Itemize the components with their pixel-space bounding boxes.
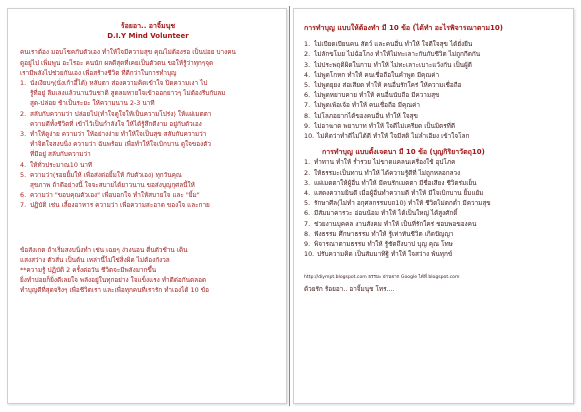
left-title: ร้อยอา.. อาจิ้มนุช [120, 22, 176, 30]
intro-line: เรามีพลังไปช่วยกันเอง เพื่อสร้างชีวิต ที่ดีกว่าในการทำบุญ [20, 68, 177, 77]
item-number: 8. [304, 111, 311, 120]
item-text: ไม่อาฆาต พยาบาท ทำให้ ใจดีไม่เครียด เป็นมิตรที่ดี [314, 121, 455, 130]
footer-link[interactable]: http://diympt.blogspot.com ธรรมะ อ่านจาก Google ได้ที่ blogspot.com [304, 275, 460, 281]
list-item [304, 198, 566, 208]
item-text: ไม่ลักขโมย ไม่ฉ้อโกง ทำให้ไม่ทะเลาะกันกับชีวิต ไม่ถูกกีดกัน [314, 50, 481, 59]
item-text: ไม่พูดเพ้อเจ้อ ทำให้ คนเชื่อถือ มีคุณค่า [314, 101, 421, 110]
list-item [304, 157, 566, 167]
item-text: ไม่ประพฤติผิดในกาม ทำให้ ไม่ทะเลาะเบาะแว้งกัน เป็นผู้ดี [314, 60, 472, 69]
item-text: ไม่คิดว่าทำดีไม่ได้ดี ทำให้ ใจมีสติ ไม่ลำเอียง เข้าใจโลก [317, 132, 470, 141]
list-item [304, 249, 566, 259]
step-item [20, 200, 276, 210]
item-text: ไม่พูดหยาบคาย ทำให้ คนอื่นนับถือ มีความสุข [314, 91, 440, 100]
list-item [304, 121, 566, 131]
page-divider [289, 6, 290, 406]
list-item [304, 219, 566, 229]
list-item [304, 229, 566, 239]
item-number: 1. [304, 40, 311, 49]
item-text: ไม่พูดยุยง ส่อเสียด ทำให้ คนอื่นรักใคร่ ให้ความเชื่อถือ [314, 81, 462, 90]
item-number: 9. [304, 121, 311, 130]
left-page-content [20, 21, 276, 296]
step-line: นั่งเงียบๆ(นั่งเก้าอี้ได้) หลับตา ส่องความคิดเข้าใจ ปิดความเงา ไป [30, 79, 208, 88]
note-line: แสงสว่าง ตัวสั่น เป็นต้น เหล่านี้ไม่ใช่สิ่งผิด ไม่ต้องกังวล [20, 255, 170, 264]
item-number: 6. [304, 209, 311, 218]
item-number: 2. [304, 50, 311, 59]
item-number: 9. [304, 240, 311, 249]
section1-list [304, 39, 566, 141]
item-text: ไม่เบียดเบียนคน สัตว์ และคนอื่น ทำให้ ใจดีใจสุข ได้ยั่งยืน [314, 40, 473, 49]
list-item [304, 131, 566, 141]
step-item [20, 190, 276, 200]
item-number: 8. [304, 229, 311, 238]
step-item [20, 160, 276, 170]
item-number: 10. [304, 132, 315, 141]
list-item [304, 49, 566, 59]
item-text: ทำทาน ทำให้ ร่ำรวย ไม่ขาดแคลนเครื่องใช้ อุปโภค [314, 158, 456, 167]
step-line: ทำให้ดูง่าย ความว่า ให้อย่างง่าย ทำให้ใจเป็นสุข สลับกับความว่า [30, 130, 207, 139]
step-line: ทำจิตใจสงบนิ่ง ความว่า ฉันพร้อม เพื่อทำให้ใจเบิกบาน ดูใจของตัว [30, 140, 211, 149]
item-text: ฟังธรรม ศึกษาธรรม ทำให้ รู้เท่าทันชีวิต เกิดปัญญา [314, 229, 454, 238]
section2-title: การทำบุญ แบบตั้งเจตนา มี 10 ข้อ (บุญกิริยาวัตถุ10) [322, 148, 485, 157]
item-number: 4. [304, 189, 311, 198]
intro-line: คนเราต้อง มอบโชคกับตัวเอง ทำให้ใจมีความสุข คุณไม่ต้องรอ เป็นบ่อย บางคน [20, 48, 236, 57]
item-number: 4. [304, 70, 311, 79]
item-number: 6. [304, 91, 311, 100]
step-line: ความดีทั้งชีวิตที่ เข้าไว้เป็นกำลังใจ ให้ได้รู้สึกดีงาม อยู่กับตัวเอง [30, 119, 202, 128]
step-number: 4. [20, 160, 27, 169]
footer-signature: ด้วยรัก ร้อยอา.. อาจิ้มนุช โทร.... [304, 284, 395, 293]
list-item [304, 90, 566, 100]
item-number: 3. [304, 60, 311, 69]
right-page [293, 8, 574, 404]
item-number: 3. [304, 178, 311, 187]
list-item [304, 168, 566, 178]
list-item [304, 239, 566, 249]
step-item [20, 129, 276, 160]
step-line: ให้ทั่วประมาณ10 นาที [30, 160, 93, 169]
step-line: รู้ที่อยู่ ลืมเลงแล้วนานวันชาติ สูดลมหายใจเข้าออกยาวๆ ไม่ต้องรีบกับลม [30, 89, 226, 98]
item-number: 7. [304, 219, 311, 228]
step-line: ความว่า "ขอบคุณตัวเอง" เพื่อบอกใจ ทำให้สบายใจ และ "ยิ้ม" [30, 191, 200, 200]
item-number: 10. [304, 250, 315, 259]
step-item [20, 109, 276, 129]
list-item [304, 100, 566, 110]
item-text: ช่วยงานบุคคล งานสังคม ทำให้ เป็นที่รักใคร่ ชอบพอของคน [314, 219, 477, 228]
list-item [304, 111, 566, 121]
item-text: ไม่โลภอยากได้ของคนอื่น ทำให้ ใจสุข [314, 111, 418, 120]
left-subtitle: D.I.Y Mind Volunteer [107, 32, 189, 41]
note-line: ข้อสังเกต ถ้าเริ่มสงบนิ่งทำ เช่น เฉยๆ ง่วงนอน ตื่นตัวช้าน เดิน [20, 245, 188, 254]
item-text: พิจารณาตามธรรม ทำให้ รู้ชัดถึงบาป บุญ คุณ โทษ [314, 240, 453, 249]
item-text: ไม่พูดโกหก ทำให้ คนเชื่อถือในคำพูด มีคุณค่า [314, 70, 440, 79]
item-text: ให้ธรรมะเป็นทาน ทำให้ ได้ความรู้ดีที่ ไม่ถูกหลอกลวง [314, 168, 461, 177]
step-item [20, 78, 276, 109]
item-text: มีสัมมาคารวะ อ่อนน้อม ทำให้ ได้เป็นใหญ่ ได้สูงศักดิ์ [314, 209, 458, 218]
item-text: รักษาศีล(ไม่ทำ อกุศลกรรมบถ10) ทำให้ ชีวิตไม่ตกต่ำ มีความสุข [314, 199, 491, 208]
item-text: ปรับความคิด เป็นสัมมาทิฐิ ทำให้ ใจสว่าง พ้นทุกข์ [317, 250, 453, 259]
step-line: สูด-ปล่อย ช้าเป็นระยะ ให้ความนาน 2-3 นาที [30, 99, 155, 108]
section1-title: การทำบุญ แบบให้ต้องทำ มี 10 ข้อ (ได้ทำ อะไรพิจารณาตาม10) [304, 24, 503, 32]
step-line: ความว่า(รอยยิ้มให้ เพื่อส่งต่อยิ้มให้ กับตัวเอง) ทุกวันคุณ [30, 170, 182, 179]
note-line: ยิ่งทำบ่อยก็ยิ่งดีเลยใจ พลังอยู่ในทุกอย่าง ใจแข็งแรง ทำดีต่อกันตลอด [20, 276, 207, 285]
step-line: สุขภาพ ถ้าดีอย่างนี้ ใจจะสบายได้ยาวนาน ขอส่งบุญกุศลนี้ให้ [30, 181, 195, 190]
list-item [304, 208, 566, 218]
list-item [304, 178, 566, 188]
item-number: 5. [304, 81, 311, 90]
item-number: 5. [304, 199, 311, 208]
step-number: 5. [20, 170, 27, 179]
step-line: สลับกับความว่า ปล่อยไป(ทำใจดูใจให้เป็นความโปร่ง) ให้แผ่เมตตา [30, 109, 212, 118]
step-number: 1. [20, 79, 27, 88]
right-page-content [304, 23, 566, 294]
item-text: แสดงความยินดี เมื่อผู้อื่นทำความดี ทำให้ มีใจเบิกบาน ยิ้มแย้ม [314, 189, 484, 198]
step-line: ปฏิบัติ เช่น เลี้ยงอาหาร ความว่า เพื่อความสะอาด ของใจ และกาย [30, 201, 210, 210]
item-number: 7. [304, 101, 311, 110]
note-line: ทำบุญดีที่สุดจริงๆ เพื่อชีวิตเรา และเพื่อทุกคนที่เรารัก ทำเองได้ 10 ข้อ [20, 286, 209, 295]
step-number: 7. [20, 201, 27, 210]
list-item [304, 70, 566, 80]
item-text: แผ่เมตตาให้ผู้อื่น ทำให้ มีคนรักเมตตา มีชื่อเสียง ชีวิตร่มเย็น [314, 178, 477, 187]
item-number: 2. [304, 168, 311, 177]
left-page [7, 8, 287, 404]
note-emphasis: **ความรู้ ปฏิบัติ 2 ครั้งต่อวัน ชีวิตจะมีพลังมากขึ้น [20, 266, 157, 275]
section2-list [304, 157, 566, 259]
step-item [20, 170, 276, 190]
item-number: 1. [304, 158, 311, 167]
list-item [304, 80, 566, 90]
step-line: ที่มีอยู่ สลับกับความว่า [30, 150, 91, 159]
list-item [304, 188, 566, 198]
steps-list [20, 78, 276, 211]
list-item [304, 39, 566, 49]
step-number: 6. [20, 191, 27, 200]
step-number: 2. [20, 109, 27, 118]
list-item [304, 60, 566, 70]
step-number: 3. [20, 130, 27, 139]
intro-line: ดูอยู่ไป เพิ่มพูน อะไรอะ คนนัก ผลดีสุดที่เคยเป็นตัวตน ขอให้รู้ว่าทุกๆจุด [20, 58, 214, 67]
